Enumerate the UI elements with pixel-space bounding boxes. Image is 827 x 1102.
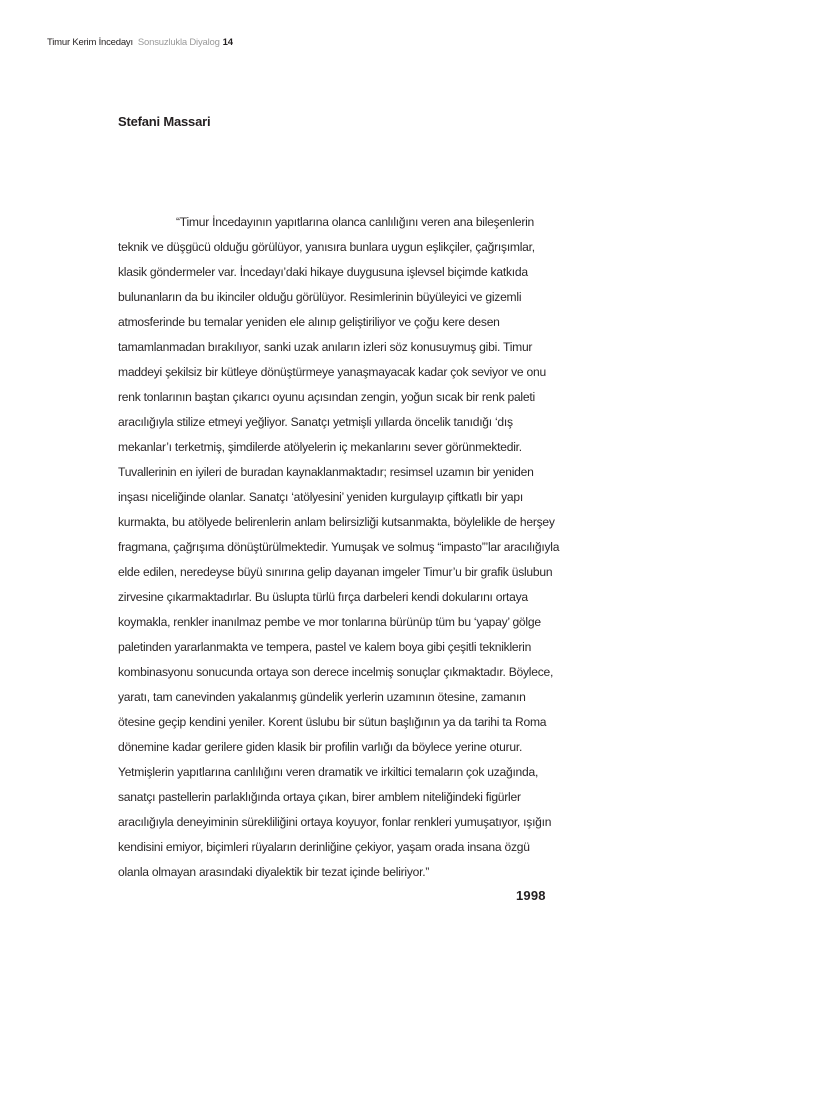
body-line: Tuvallerinin en iyileri de buradan kaynaklanmaktadır; resimsel uzamın bir yeniden xyxy=(118,465,534,479)
body-line: elde edilen, neredeyse büyü sınırına gelip dayanan imgeler Timur’u bir grafik üslubun xyxy=(118,565,553,579)
body-line: kombinasyonu sonucunda ortaya son derece incelmiş sonuçlar çıkmaktadır. Böylece, xyxy=(118,665,554,679)
body-line: dönemine kadar gerilere giden klasik bir profilin varlığı da böylece yerine oturur. xyxy=(118,740,523,754)
body-line: aracılığıyla stilize etmeyi yeğliyor. Sanatçı yetmişli yıllarda öncelik tanıdığı ‘dış xyxy=(118,415,513,429)
body-line: maddeyi şekilsiz bir kütleye dönüştürmeye yanaşmayacak kadar çok seviyor ve onu xyxy=(118,365,546,379)
body-line: olanla olmayan arasındaki diyalektik bir tezat içinde beliriyor.” xyxy=(118,865,430,879)
body-line: aracılığıyla deneyiminin sürekliliğini ortaya koyuyor, fonlar renkleri yumuşatıyor, ışığın xyxy=(118,815,552,829)
article-year: 1998 xyxy=(516,888,546,903)
body-line: ötesine geçip kendini yeniler. Korent üslubu bir sütun başlığının ya da tarihi ta Roma xyxy=(118,715,547,729)
header-author: Timur Kerim İncedayı xyxy=(47,37,133,48)
article-author: Stefani Massari xyxy=(118,114,211,129)
body-line: inşası niceliğinde olanlar. Sanatçı ‘atölyesini’ yeniden kurgulayıp çiftkatlı bir yapı xyxy=(118,490,523,504)
body-line: mekanlar’ı terketmiş, şimdilerde atölyelerin iç mekanlarını sever görünmektedir. xyxy=(118,440,522,454)
body-line: tamamlanmadan bırakılıyor, sanki uzak anıların izleri söz konusuymuş gibi. Timur xyxy=(118,340,533,354)
header-book-title: Sonsuzlukla Diyalog xyxy=(137,37,220,48)
body-line: kendisini emiyor, biçimleri rüyaların derinliğine çekiyor, yaşam orada insana özgü xyxy=(118,840,530,854)
body-line: “Timur İncedayının yapıtlarına olanca canlılığını veren ana bileşenlerin xyxy=(176,215,535,229)
body-line: fragmana, çağrışıma dönüştürülmektedir. Yumuşak ve solmuş “impasto”’lar aracılığıyla xyxy=(118,540,560,554)
body-line: kurmakta, bu atölyede belirenlerin anlam belirsizliği kutsanmakta, böylelikle de herşey xyxy=(118,515,555,529)
running-header xyxy=(47,37,233,48)
body-line: zirvesine çıkarmaktadırlar. Bu üslupta türlü fırça darbeleri kendi dokularını ortaya xyxy=(118,590,528,604)
body-line: bulunanların da bu ikinciler olduğu görülüyor. Resimlerinin büyüleyici ve gizemli xyxy=(118,290,522,304)
header-page-number: 14 xyxy=(222,37,233,48)
body-line: atmosferinde bu temalar yeniden ele alınıp geliştiriliyor ve çoğu kere desen xyxy=(118,315,500,329)
body-line: yaratı, tam canevinden yakalanmış gündelik yerlerin uzamının ötesine, zamanın xyxy=(118,690,526,704)
article-body xyxy=(118,210,598,885)
body-line: teknik ve düşgücü olduğu görülüyor, yanısıra bunlara uygun eşlikçiler, çağrışımlar, xyxy=(118,240,535,254)
body-line: koymakla, renkler inanılmaz pembe ve mor tonlarına bürünüp tüm bu ‘yapay’ gölge xyxy=(118,615,541,629)
body-line: paletinden yararlanmakta ve tempera, pastel ve kalem boya gibi çeşitli tekniklerin xyxy=(118,640,532,654)
body-line: Yetmişlerin yapıtlarına canlılığını veren dramatik ve irkiltici temaların çok uzağında, xyxy=(118,765,539,779)
body-line: renk tonlarının baştan çıkarıcı oyunu açısından zengin, yoğun sıcak bir renk paleti xyxy=(118,390,535,404)
body-line: sanatçı pastellerin parlaklığında ortaya çıkan, birer amblem niteliğindeki figürler xyxy=(118,790,521,804)
body-line: klasik göndermeler var. İncedayı’daki hikaye duygusuna işlevsel biçimde katkıda xyxy=(118,265,528,279)
